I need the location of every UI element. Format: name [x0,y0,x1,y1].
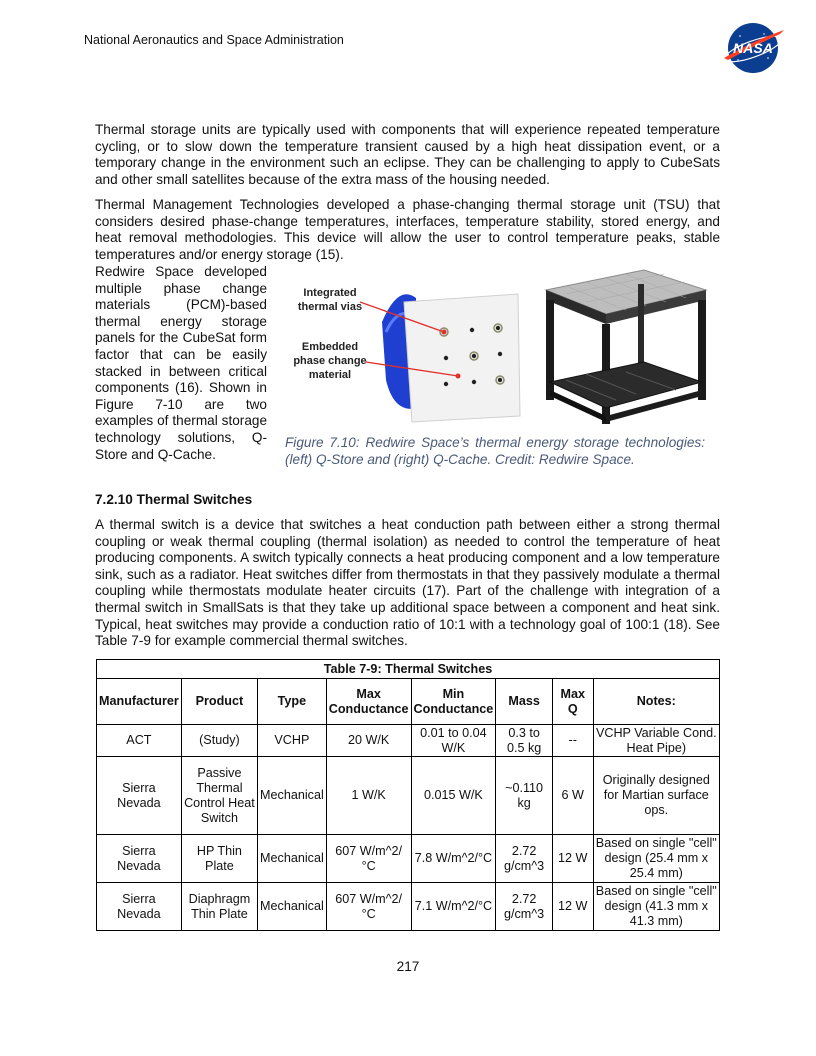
table-cell: 7.1 W/m^2/°C [411,883,496,931]
table-cell: Based on single "cell" design (25.4 mm x 25.4 mm) [593,835,719,883]
table-row [97,883,720,931]
table-header: Product [181,679,257,725]
q-store-image [286,262,530,426]
paragraph-thermal-storage: Thermal storage units are typically used with components that will experience repeated temperature cycling, or to slow down the temperature transient caused by a high heat dissipation event, or a temporary change in the environment such an eclipse. They can be challenging to apply to CubeSats and other small satellites because of the extra mass of the housing needed. [95,122,720,187]
table-cell: ACT [97,725,182,757]
table-cell: 12 W [552,835,593,883]
table-cell: Diaphragm Thin Plate [181,883,257,931]
paragraph-redwire: Redwire Space developed multiple phase change materials (PCM)-based thermal energy storage panels for the CubeSat form factor that can be easily stacked in between critical components (16). Shown in Figure 7-10 are two examples of thermal storage technology solutions, Q-Store and Q-Cache. [95,264,267,462]
table-cell: Sierra Nevada [97,757,182,835]
svg-text:material: material [308,369,352,381]
table-header: Type [258,679,327,725]
page-number: 217 [396,959,420,974]
paragraph-tsu: Thermal Management Technologies developed a phase-changing thermal storage unit (TSU) that considers desired phase-change temperatures, interfaces, temperature stability, stored energy, and heat removal methodologies. This device will allow the user to control temperature peaks, stable temperatures and/or energy storage (15). [95,197,720,262]
table-cell: 1 W/K [326,757,411,835]
thermal-switches-table [96,659,720,931]
table-cell: VCHP [258,725,327,757]
table-cell: 607 W/m^2/°C [326,835,411,883]
table-cell: 2.72 g/cm^3 [496,883,553,931]
table-caption: Table 7-9: Thermal Switches [97,660,720,679]
paragraph-thermal-switches: A thermal switch is a device that switches a heat conduction path between either a strong thermal coupling or weak thermal coupling (thermal isolation) as needed to control the temperature of heat producing components. A switch typically connects a heat producing component and a low temperature sink, such as a radiator. Heat switches differ from thermostats in that they passively modulate a thermal coupling while thermostats modulate heater circuits (17). Part of the challenge with integration of a thermal switch in SmallSats is that they take up additional space between a component and heat sink. Typical, heat switches may provide a conduction ratio of 10:1 with a technology goal of 100:1 (18). See Table 7-9 for example commercial thermal switches. [95,517,720,649]
table-cell: Mechanical [258,835,327,883]
table-row [97,835,720,883]
table-cell: 0.015 W/K [411,757,496,835]
section-heading: 7.2.10 Thermal Switches [95,492,253,507]
table-cell: 20 W/K [326,725,411,757]
table-cell: 0.3 to 0.5 kg [496,725,553,757]
figure-caption: Figure 7.10: Redwire Space’s thermal energy storage technologies: (left) Q-Store and (right) Q-Cache. Credit: Redwire Space. [285,435,705,467]
svg-text:thermal vias: thermal vias [297,301,363,313]
table-cell: (Study) [181,725,257,757]
table-cell: ~0.110 kg [496,757,553,835]
table-cell: 12 W [552,883,593,931]
table-header: Manufacturer [97,679,182,725]
table-header: Mass [496,679,553,725]
table-cell: HP Thin Plate [181,835,257,883]
table-cell: Passive Thermal Control Heat Switch [181,757,257,835]
table-row [97,725,720,757]
table-header: Min Conductance [411,679,496,725]
table-header: Notes: [593,679,719,725]
table-cell: Sierra Nevada [97,835,182,883]
table-row [97,757,720,835]
table-header: Max Q [552,679,593,725]
svg-text:phase change: phase change [293,355,367,367]
table-cell: -- [552,725,593,757]
table-cell: Mechanical [258,757,327,835]
svg-text:Embedded: Embedded [301,341,359,353]
svg-text:NASA: NASA [733,40,773,56]
table-cell: 2.72 g/cm^3 [496,835,553,883]
table-cell: Originally designed for Martian surface ops. [593,757,719,835]
table-cell: 6 W [552,757,593,835]
table-cell: 607 W/m^2/°C [326,883,411,931]
header-title: National Aeronautics and Space Administration [84,33,344,47]
table-header: Max Conductance [326,679,411,725]
nasa-logo [720,20,786,76]
q-cache-image [536,262,708,428]
table-cell: 7.8 W/m^2/°C [411,835,496,883]
table-cell: Sierra Nevada [97,883,182,931]
table-cell: VCHP Variable Cond. Heat Pipe) [593,725,719,757]
table-cell: 0.01 to 0.04 W/K [411,725,496,757]
table-cell: Mechanical [258,883,327,931]
svg-text:Integrated: Integrated [303,287,357,299]
table-cell: Based on single "cell" design (41.3 mm x 41.3 mm) [593,883,719,931]
